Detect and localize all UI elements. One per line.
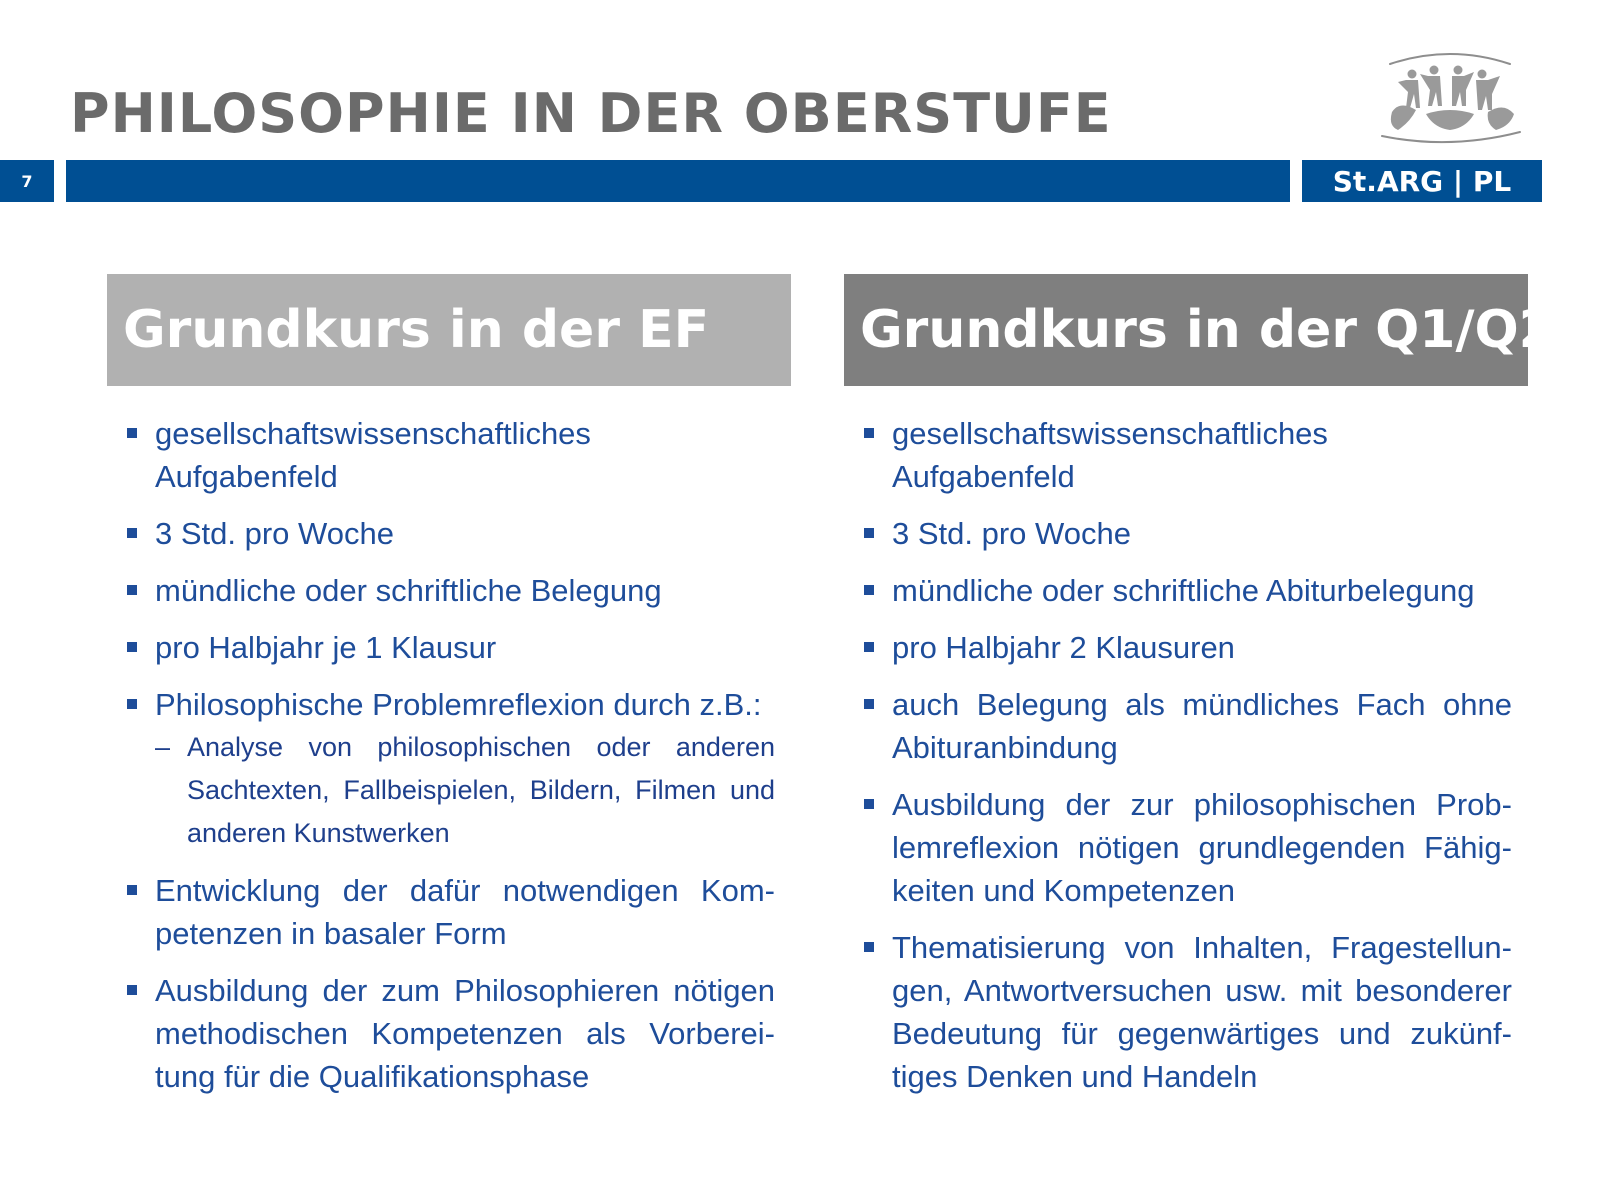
list-item: mündliche oder schriftliche Abiturbelegung	[844, 569, 1512, 612]
list-item: pro Halbjahr je 1 Klausur	[107, 626, 775, 669]
slide-number: 7	[0, 160, 54, 202]
list-item: gesellschaftswissenschaftliches Aufgabenfeld	[844, 412, 1512, 498]
list-item: auch Belegung als mündliches Fach ohne Abituranbindung	[844, 683, 1512, 769]
sub-list	[155, 726, 775, 855]
list-item: Ausbildung der zum Philosophieren nötigen methodischen Kompetenzen als Vorberei-tung für die Qualifikationsphase	[107, 969, 775, 1098]
ef-list	[107, 412, 791, 1098]
list-item: Ausbildung der zur philosophischen Prob-lemreflexion nötigen grundlegenden Fähig-keiten und Kompetenzen	[844, 783, 1512, 912]
list-item	[107, 683, 775, 855]
sub-list-item: – Analyse von philosophischen oder anderen Sachtexten, Fallbeispielen, Bildern, Filmen und anderen Kunstwerken	[155, 726, 775, 855]
list-item: mündliche oder schriftliche Belegung	[107, 569, 775, 612]
school-badge: St.ARG | PL	[1302, 160, 1542, 202]
column-ef	[107, 274, 791, 1112]
column-heading-ef: Grundkurs in der EF	[107, 274, 791, 386]
list-item-text: Philosophische Problemreflexion durch z.B.:	[155, 687, 762, 722]
school-logo-icon	[1370, 50, 1530, 150]
list-item: gesellschaftswissenschaftliches Aufgabenfeld	[107, 412, 775, 498]
list-item: pro Halbjahr 2 Klausuren	[844, 626, 1512, 669]
q1q2-list	[844, 412, 1528, 1098]
list-item: Thematisierung von Inhalten, Fragestellun-gen, Antwortversuchen usw. mit besonderer Bedeutung für gegenwärtiges und zukünf-tiges Denken und Handeln	[844, 926, 1512, 1098]
list-item: 3 Std. pro Woche	[844, 512, 1512, 555]
list-item: 3 Std. pro Woche	[107, 512, 775, 555]
header-bar	[66, 160, 1290, 202]
column-q1q2	[844, 274, 1555, 1112]
list-item: Entwicklung der dafür notwendigen Kom-petenzen in basaler Form	[107, 869, 775, 955]
page-title: PHILOSOPHIE IN DER OBERSTUFE	[70, 82, 1112, 145]
column-heading-q1q2: Grundkurs in der Q1/Q2	[844, 274, 1528, 386]
